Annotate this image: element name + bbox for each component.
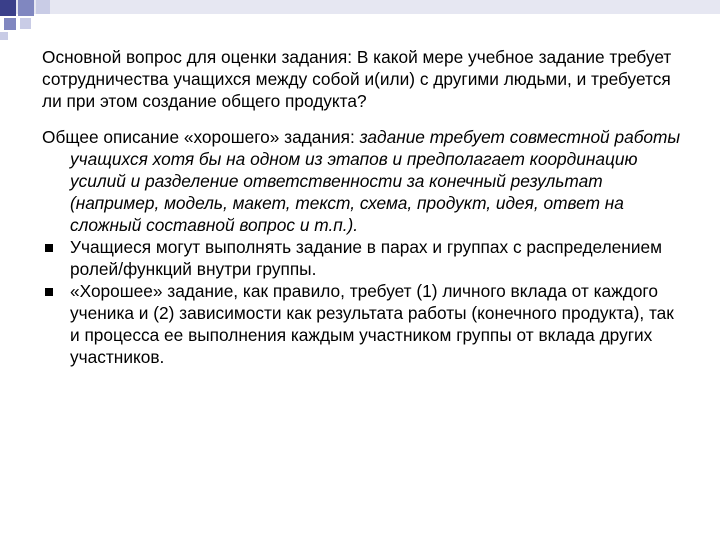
decorative-squares [0, 0, 720, 40]
bullet-item [42, 280, 682, 368]
bullet-text: «Хорошее» задание, как правило, требует (1) личного вклада от каждого ученика и (2) зависимости как результата работы (конечного продукта), так и процесса ее выполнения каждым участником группы от вклада других участников. [70, 281, 674, 367]
question-paragraph: Основной вопрос для оценки задания: В какой мере учебное задание требует сотрудничества учащихся между собой и(или) с другими людьми, и требуется ли при этом создание общего продукта? [42, 47, 672, 111]
description-lead: Общее описание «хорошего» задания: [42, 127, 360, 147]
square-bullet-icon [45, 288, 53, 296]
square-bullet-icon [45, 244, 53, 252]
bullet-item [42, 236, 682, 280]
description-italic: задание требует совместной работы учащихся хотя бы на одном из этапов и предполагает координацию усилий и разделение ответственности за конечный результат (например, модель, макет, текст, схема, продукт, идея, ответ на сложный составной вопрос и т.п.). [70, 127, 681, 235]
slide-body [42, 46, 682, 368]
bullet-text: Учащиеся могут выполнять задание в парах и группах с распределением ролей/функций внутри группы. [70, 237, 662, 279]
description-paragraph [42, 126, 682, 236]
